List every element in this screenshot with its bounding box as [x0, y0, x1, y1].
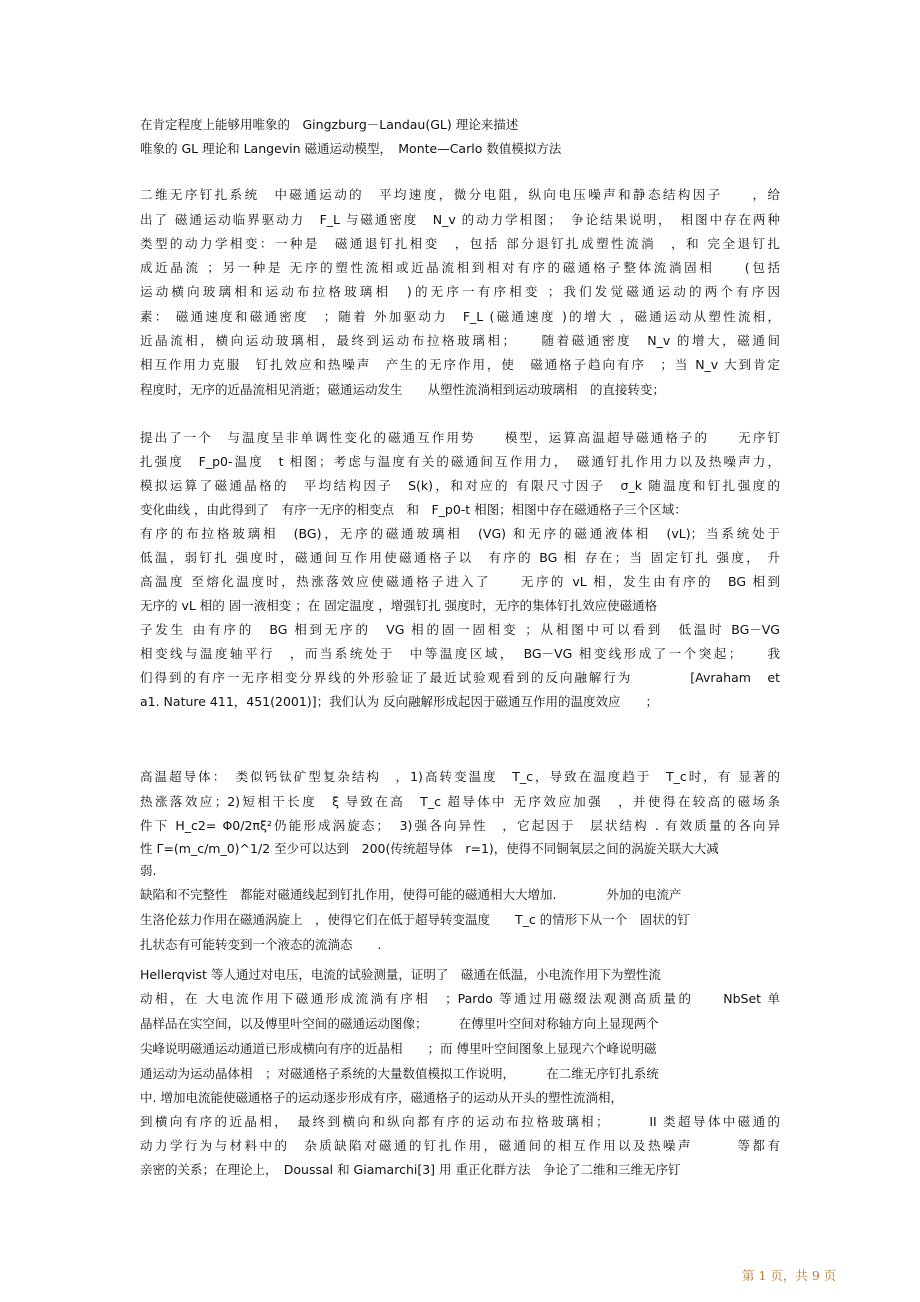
text-line: 动相，在 大电流作用下磁通形成流淌有序相 ；Pardo 等通过用磁缀法观测高质量的 NbSet 单 [140, 991, 780, 1006]
text-line: 二维无序钉扎系统 中磁通运动的 平均速度，微分电阻，纵向电压噪声和静态结构因子 ，给 [140, 187, 780, 202]
text-line: Hellerqvist 等人通过对电压，电流的试验测量，证明了 磁通在低温，小电流作用下为塑性流 [140, 967, 661, 982]
text-line: 程度时，无序的近晶流相见消逝；磁通运动发生 从塑性流淌相到运动玻璃相 的直接转变； [140, 382, 666, 397]
text-line: 相互作用力克服 钉扎效应和热噪声 产生的无序作用，使 磁通格子趋向有序 ；当 N_v 大到肯定 [140, 357, 780, 372]
text-line: 性 Γ=(m_c/m_0)^1/2 至少可以达到 200(传统超导体 r=1)，使得不同铜氧层之间的涡旋关联大大减 [140, 841, 719, 856]
text-line: 成近晶流 ；另一种是 无序的塑性流相或近晶流相到相对有序的磁通格子整体流淌固相 (包括 [140, 260, 780, 275]
text-line: 尖峰说明磁通运动通道已形成横向有序的近晶相 ；而 傅里叶空间图象上显现六个峰说明磁 [140, 1041, 657, 1056]
text-line: 通运动为运动晶体相 ；对磁通格子系统的大量数值模拟工作说明， 在二维无序钉扎系统 [140, 1066, 659, 1081]
text-line: 素： 磁通速度和磁通密度 ；随着 外加驱动力 F_L (磁通速度 )的增大 ，磁通运动从塑性流相， [140, 309, 780, 324]
text-line: 低温，弱钉扎 强度时，磁通间互作用使磁通格子以 有序的 BG 相 存在；当 固定钉扎 强度， 升 [140, 550, 780, 565]
text-line: 提出了一个 与温度呈非单调性变化的磁通互作用势 模型，运算高温超导磁通格子的 无序钉 [140, 430, 780, 445]
text-line: 运动横向玻璃相和运动布拉格玻璃相 )的无序一有序相变 ；我们发觉磁通运动的两个有序因 [140, 284, 780, 299]
text-line: 动力学行为与材料中的 杂质缺陷对磁通的钉扎作用，磁通间的相互作用以及热噪声 等都有 [140, 1138, 780, 1153]
text-line: 唯象的 GL 理论和 Langevin 磁通运动模型， Monte—Carlo 数值模拟方法 [140, 141, 562, 156]
text-line: 在肯定程度上能够用唯象的 Gingzburg－Landau(GL) 理论来描述 [140, 117, 519, 132]
text-line: 无序的 vL 相的 固一液相变 ；在 固定温度 ，增强钉扎 强度时，无序的集体钉扎效应使磁通格 [140, 598, 658, 613]
text-line: 子发生 由有序的 BG 相到无序的 VG 相的固一固相变 ；从相图中可以看到 低温时 BG－VG [140, 622, 780, 637]
text-line: 生洛伦兹力作用在磁通涡旋上 ，使得它们在低于超导转变温度 T_c 的情形下从一个 固状的钉 [140, 912, 690, 927]
text-line: 近晶流相，横向运动玻璃相，最终到运动布拉格玻璃相； 随着磁通密度 N_v 的增大，磁通间 [140, 333, 780, 348]
text-line: 缺陷和不完整性 都能对磁通线起到钉扎作用，使得可能的磁通相大大增加. 外加的电流产 [140, 887, 682, 902]
text-line: 相变线与温度轴平行 ，而当系统处于 中等温度区域， BG－VG 相变线形成了一个突起； 我 [140, 646, 780, 661]
text-line: 高温超导体： 类似钙钛矿型复杂结构 ，1)高转变温度 T_c，导致在温度趋于 T_c时，有 显著的 [140, 769, 780, 784]
text-line: 们得到的有序一无序相变分界线的外形验证了最近试验观看到的反向融解行为 [Avraham et [140, 670, 780, 685]
text-line: 高温度 至熔化温度时，热涨落效应使磁通格子进入了 无序的 vL 相，发生由有序的 BG 相到 [140, 574, 780, 589]
text-line: 有序的布拉格玻璃相 (BG)，无序的磁通玻璃相 (VG) 和无序的磁通液体相 (vL)；当系统处于 [140, 526, 780, 541]
text-line: 变化曲线 ，由此得到了 有序一无序的相变点 和 F_p0-t 相图；相图中存在磁通格子三个区域： [140, 502, 687, 517]
text-line: 亲密的关系；在理论上， Doussal 和 Giamarchi[3] 用 重正化群方法 争论了二维和三维无序钉 [140, 1162, 681, 1177]
text-line: 热涨落效应；2)短相干长度 ξ 导致在高 T_c 超导体中 无序效应加强 ，并使得在较高的磁场条 [140, 794, 780, 809]
page-number: 第 1 页，共 9 页 [742, 1268, 837, 1283]
text-line: 到横向有序的近晶相， 最终到横向和纵向都有序的运动布拉格玻璃相； II 类超导体中磁通的 [140, 1114, 780, 1129]
text-line: a1. Nature 411，451(2001)]；我们认为 反向融解形成起因于磁通互作用的温度效应 ； [140, 694, 659, 709]
text-line: 扎强度 F_p0-温度 t 相图；考虑与温度有关的磁通间互作用力， 磁通钉扎作用力以及热噪声力， [140, 454, 780, 469]
text-line: 晶样品在实空间，以及傅里叶空间的磁通运动图像； 在傅里叶空间对称轴方向上显现两个 [140, 1016, 659, 1031]
text-line: 出了 磁通运动临界驱动力 F_L 与磁通密度 N_v 的动力学相图； 争论结果说明， 相图中存在两种 [140, 212, 780, 227]
text-line: 件下 H_c2= Φ0/2πξ²仍能形成涡旋态； 3)强各向异性 ，它起因于 层状结构 . 有效质量的各向异 [140, 818, 780, 833]
text-line: 扎状态有可能转变到一个液态的流淌态 . [140, 937, 382, 952]
text-line: 类型的动力学相变：一种是 磁通退钉扎相变 ，包括 部分退钉扎成塑性流淌 ，和 完全退钉扎 [140, 236, 780, 251]
text-line: 模拟运算了磁通晶格的 平均结构因子 S(k)，和对应的 有限尺寸因子 σ_k 随温度和钉扎强度的 [140, 478, 780, 493]
text-line: 弱. [140, 863, 157, 878]
text-line: 中. 增加电流能使磁通格子的运动逐步形成有序，磁通格子的运动从开头的塑性流淌相， [140, 1090, 623, 1105]
